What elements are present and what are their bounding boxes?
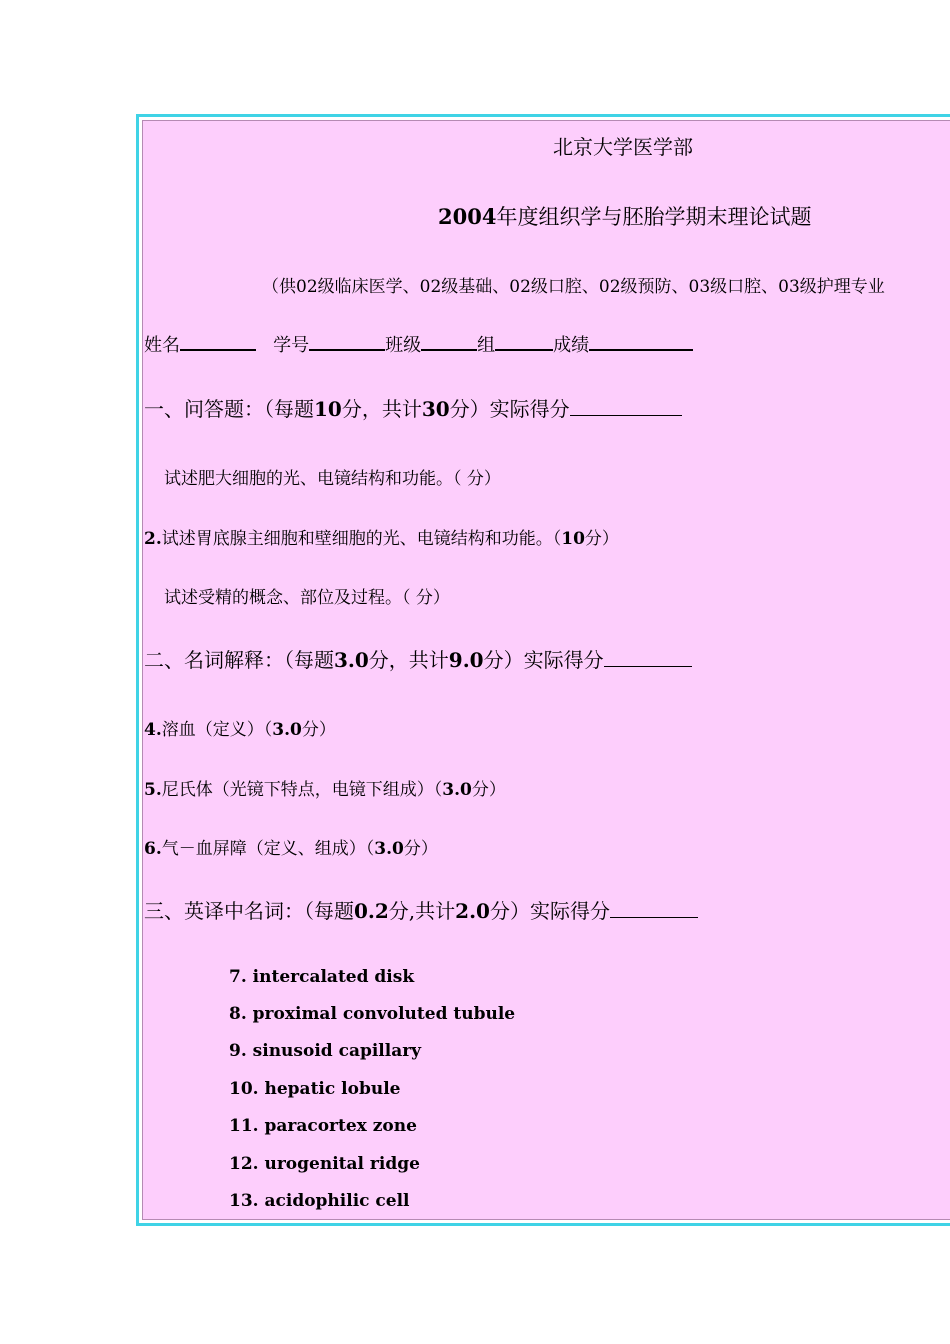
term-10: 10. hepatic lobule — [229, 1079, 401, 1099]
question-3: 试述受精的概念、部位及过程。（ 分） — [164, 588, 450, 608]
question-2-number: 2. — [144, 529, 162, 549]
term-7: 7. intercalated disk — [229, 967, 415, 987]
section3-heading-a: 三、英译中名词：（每题 — [144, 899, 354, 923]
section3-heading-b2: 共计 — [415, 899, 456, 923]
section2-points-each: 3.0 — [334, 648, 369, 672]
student-id-blank[interactable] — [309, 331, 385, 351]
question-6-points: 3.0 — [374, 839, 404, 859]
student-info-row — [144, 331, 693, 357]
section1-heading-a: 一、问答题：（每题 — [144, 397, 314, 421]
group-blank[interactable] — [495, 331, 553, 351]
question-5 — [144, 775, 506, 800]
university-name: 北京大学医学部 — [553, 135, 693, 159]
section2-heading-b: 分，共计 — [368, 648, 449, 672]
class-label: 班级 — [385, 335, 422, 356]
name-blank[interactable] — [180, 331, 256, 351]
question-2-text: 试述胃底腺主细胞和壁细胞的光、电镜结构和功能。（ — [161, 529, 562, 549]
exam-title-year: 2004 — [438, 204, 497, 229]
section3-heading-b: 分, — [388, 899, 416, 923]
question-4-points: 3.0 — [272, 720, 302, 740]
section2-heading-a: 二、名词解释：（每题 — [144, 648, 334, 672]
student-id-label: 学号 — [273, 335, 310, 356]
question-4-tail: 分） — [301, 720, 336, 740]
question-2-points: 10 — [561, 529, 585, 549]
section1-points-each: 10 — [314, 397, 342, 421]
section1-heading — [144, 393, 682, 422]
question-2 — [144, 524, 619, 549]
section1-heading-c: 分）实际得分 — [449, 397, 570, 421]
question-5-text: 尼氏体（光镜下特点，电镜下组成）（ — [161, 780, 443, 800]
question-6 — [144, 834, 438, 859]
group-label: 组 — [477, 335, 496, 356]
exam-title-text: 年度组织学与胚胎学期末理论试题 — [496, 205, 812, 229]
question-4-number: 4. — [144, 720, 162, 740]
question-2-tail: 分） — [584, 529, 619, 549]
section2-heading-c: 分）实际得分 — [483, 648, 604, 672]
question-5-points: 3.0 — [442, 780, 472, 800]
name-label: 姓名 — [144, 335, 180, 356]
section1-heading-b: 分，共计 — [341, 397, 422, 421]
section2-points-total: 9.0 — [448, 648, 484, 672]
section1-points-total: 30 — [421, 397, 450, 421]
section3-points-each: 0.2 — [354, 899, 389, 923]
term-13: 13. acidophilic cell — [229, 1191, 410, 1211]
section2-score-blank[interactable] — [604, 648, 692, 667]
question-4 — [144, 715, 336, 740]
term-8: 8. proximal convoluted tubule — [229, 1004, 516, 1024]
term-12: 12. urogenital ridge — [229, 1154, 420, 1174]
question-4-text: 溶血（定义）（ — [161, 720, 273, 740]
section3-heading — [144, 895, 698, 924]
class-blank[interactable] — [421, 331, 477, 351]
question-1: 试述肥大细胞的光、电镜结构和功能。（ 分） — [164, 469, 501, 489]
term-11: 11. paracortex zone — [229, 1116, 417, 1136]
question-6-text: 气－血屏障（定义、组成）（ — [161, 839, 375, 859]
term-9: 9. sinusoid capillary — [229, 1041, 422, 1061]
audience-note: （供02级临床医学、02级基础、02级口腔、02级预防、03级口腔、03级护理专业 — [262, 277, 885, 297]
question-5-number: 5. — [144, 780, 162, 800]
exam-title — [438, 201, 811, 231]
score-label: 成绩 — [553, 335, 590, 356]
section2-heading — [144, 644, 692, 673]
section3-score-blank[interactable] — [610, 899, 698, 918]
section1-score-blank[interactable] — [570, 397, 682, 416]
question-5-tail: 分） — [471, 780, 506, 800]
question-6-tail: 分） — [403, 839, 438, 859]
section3-heading-c: 分）实际得分 — [489, 899, 610, 923]
score-blank[interactable] — [589, 331, 693, 351]
question-6-number: 6. — [144, 839, 162, 859]
section3-points-total: 2.0 — [455, 899, 490, 923]
